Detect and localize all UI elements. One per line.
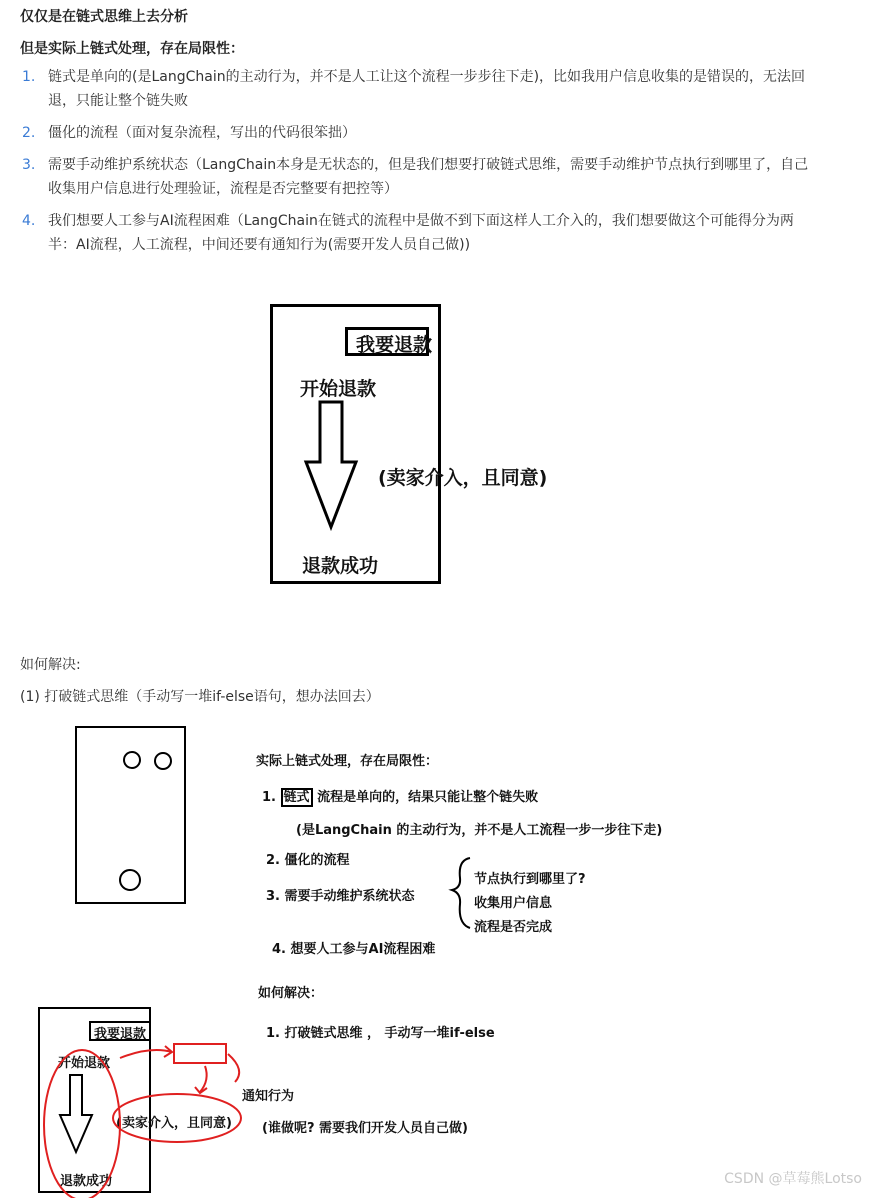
brace-item-2: 收集用户信息 bbox=[474, 896, 553, 911]
sketch-item-1-note: (是LangChain 的主动行为，并不是人工流程一步一步往下走) bbox=[296, 823, 663, 838]
start-refund-label: 开始退款 bbox=[300, 378, 377, 400]
sketch-boxed-word: 链式 bbox=[281, 788, 313, 807]
sketch-item-1-text: 流程是单向的，结果只能让整个链失败 bbox=[317, 790, 539, 805]
sketch-item-3: 3. 需要手动维护系统状态 bbox=[266, 889, 415, 904]
list-number: 2. bbox=[22, 125, 36, 141]
brace-item-1: 节点执行到哪里了? bbox=[474, 872, 586, 887]
list-number: 4. bbox=[22, 213, 36, 229]
list-text: 需要手动维护系统状态（LangChain本身是无状态的，但是我们想要打破链式思维，需要手动维护节点执行到哪里了，自己收集用户信息进行处理验证，流程是否完整要有把控等） bbox=[48, 157, 809, 197]
brace-item-3: 流程是否完成 bbox=[474, 920, 553, 935]
sketch-item-1 bbox=[262, 786, 538, 805]
sketch-item-1-number: 1. bbox=[262, 790, 276, 805]
sketch-item-2: 2. 僵化的流程 bbox=[266, 853, 350, 868]
small-refund-label: 我要退款 bbox=[94, 1027, 147, 1042]
small-success-label: 退款成功 bbox=[60, 1174, 113, 1189]
limitations-list bbox=[20, 65, 810, 265]
refund-success-label: 退款成功 bbox=[302, 555, 379, 577]
list-text: 链式是单向的(是LangChain的主动行为，并不是人工让这个流程一步步往下走)，比如我用户信息收集的是错误的，无法回退，只能让整个链失败 bbox=[48, 69, 806, 109]
list-number: 1. bbox=[22, 69, 36, 85]
list-item bbox=[20, 65, 810, 113]
seller-intervene-label: (卖家介入，且同意) bbox=[378, 467, 548, 489]
notify-note: (谁做呢? 需要我们开发人员自己做) bbox=[262, 1121, 468, 1136]
section-title: 仅仅是在链式思维上去分析 bbox=[20, 9, 188, 25]
sketch-heading: 实际上链式处理，存在局限性： bbox=[256, 754, 439, 769]
csdn-watermark: CSDN @草莓熊Lotso bbox=[724, 1171, 862, 1187]
small-start-label: 开始退款 bbox=[58, 1056, 111, 1071]
notify-label: 通知行为 bbox=[242, 1089, 295, 1104]
list-item bbox=[20, 121, 810, 145]
list-number: 3. bbox=[22, 157, 36, 173]
limitations-heading: 但是实际上链式处理，存在局限性： bbox=[20, 41, 244, 57]
sketch-how-item-1: 1. 打破链式思维 ， 手动写一堆if-else bbox=[266, 1026, 495, 1041]
list-item bbox=[20, 153, 810, 201]
list-text: 我们想要人工参与AI流程困难（LangChain在链式的流程中是做不到下面这样人工介入的，我们想要做这个可能得分为两半：AI流程，人工流程，中间还要有通知行为(需要开发人员自己做)) bbox=[48, 213, 794, 253]
list-item bbox=[20, 209, 810, 257]
solution-title: 如何解决: bbox=[20, 657, 81, 673]
phone-sketch bbox=[75, 726, 186, 904]
refund-label: 我要退款 bbox=[356, 334, 433, 356]
small-intervene-label: (卖家介入，且同意) bbox=[116, 1116, 232, 1131]
solution-item-1: (1) 打破链式思维（手动写一堆if-else语句，想办法回去） bbox=[20, 689, 380, 705]
list-text: 僵化的流程（面对复杂流程，写出的代码很笨拙） bbox=[48, 125, 356, 141]
sketch-how-title: 如何解决： bbox=[258, 986, 324, 1001]
sketch-item-4: 4. 想要人工参与AI流程困难 bbox=[272, 942, 436, 957]
